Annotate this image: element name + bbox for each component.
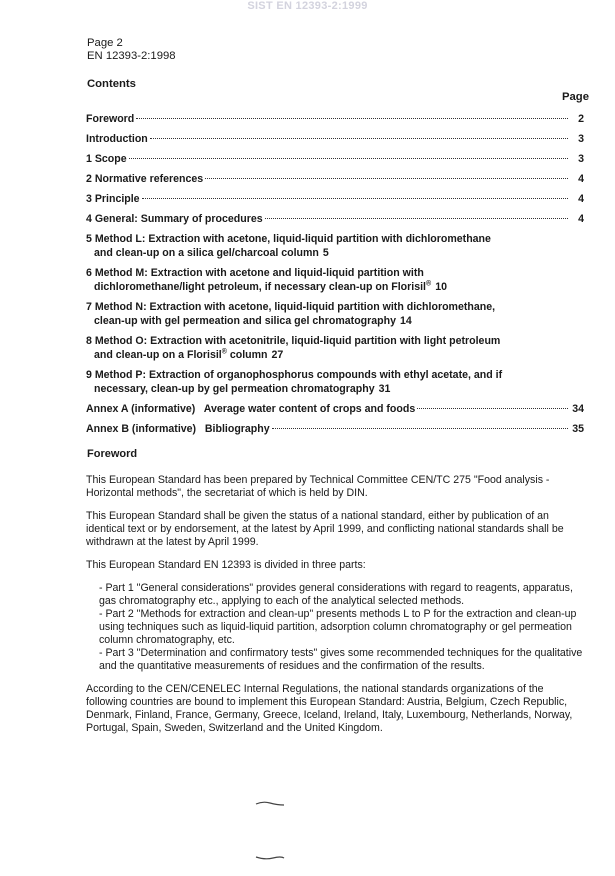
registered-mark: ® [426,280,432,288]
toc-page-number: 14 [399,315,412,327]
toc-page-number: 34 [572,403,584,415]
leader-dots [142,197,568,199]
toc-entry-title: 2 Normative references [86,173,204,185]
toc-page-number: 4 [578,193,584,205]
paragraph: According to the CEN/CENELEC Internal Regulations, the national standards organizations of the following countries are bound to implement this European Standard: Austria, Belgium, Czech Republic, Denmark, Finland, France, Germany, Greece, Iceland, Ireland, Italy, Luxembourg, Netherlands, Norway, Portugal, Spain, Sweden, Switzerland and the United Kingdom. [86,683,573,734]
toc-entry-title: 3 Principle [86,193,140,205]
watermark: SIST EN 12393-2:1999 [247,0,368,12]
toc-entry-title-continued: clean-up with gel permeation and silica gel chromatography [94,315,396,327]
toc-entry-title-continued: necessary, clean-up by gel permeation chromatography [94,383,375,395]
toc-entry-title-continued: dichloromethane/light petroleum, if necessary clean-up on Florisil [94,281,427,293]
leader-dots [417,407,568,409]
toc-entry-title: 6 Method M: Extraction with acetone and liquid-liquid partition with [86,267,424,279]
toc-entry-title: Annex A (informative) Average water content of crops and foods [86,403,416,415]
parts-list [86,582,586,673]
paragraph: This European Standard EN 12393 is divided in three parts: [86,559,366,571]
standard-number: EN 12393-2:1998 [87,50,176,62]
scan-mark [255,801,285,807]
toc-page-number: 27 [271,349,284,361]
toc-entry-title: 9 Method P: Extraction of organophosphorus compounds with ethyl acetate, and if [86,369,503,381]
leader-dots [129,157,568,159]
toc-entry-title: 5 Method L: Extraction with acetone, liquid-liquid partition with dichloromethane [86,233,491,245]
toc-entry-title: Introduction [86,133,148,145]
toc-entry-title: 1 Scope [86,153,127,165]
list-item: - Part 3 "Determination and confirmatory tests" gives some recommended techniques for the qualitative and the quantitative measurements of residues and the confirmation of the results. [99,647,583,672]
foreword-heading: Foreword [87,448,138,460]
foreword-body [86,474,586,745]
toc-entry-method-p[interactable] [86,368,584,396]
toc-entry-title: 7 Method N: Extraction with acetone, liquid-liquid partition with dichloromethane, [86,301,496,313]
list-item: - Part 2 "Methods for extraction and clean-up" presents methods L to P for the extraction and clean-up using techniques such as liquid-liquid partition, adsorption column chromatography or gel permeation column chromatography, etc. [99,608,577,646]
leader-dots [136,117,568,119]
toc-page-number: 2 [578,113,584,125]
leader-dots [272,427,568,429]
leader-dots [205,177,568,179]
leader-dots [265,217,568,219]
toc-entry-method-m[interactable] [86,266,584,294]
toc-entry-title: 8 Method O: Extraction with acetonitrile, liquid-liquid partition with light petroleum [86,335,501,347]
list-item: - Part 1 "General considerations" provides general considerations with regard to reagents, apparatus, gas chromatography etc., applying to each of the analytical selected methods. [99,582,573,607]
toc-page-number: 5 [322,247,329,259]
toc-entry-method-o[interactable] [86,334,584,362]
toc-page-number: 3 [578,153,584,165]
toc-entry-scope[interactable] [86,152,584,166]
toc-entry-title-continued: and clean-up on a silica gel/charcoal column [94,247,319,259]
toc-entry-title-suffix: column [226,349,268,361]
toc-entry-annex-a[interactable] [86,402,584,416]
toc-entry-foreword[interactable] [86,112,584,126]
toc-entry-method-l[interactable] [86,232,584,260]
toc-entry-title: Annex B (informative) Bibliography [86,423,270,435]
page-header [87,37,176,63]
page-number: Page 2 [87,37,123,49]
toc-entry-principle[interactable] [86,192,584,206]
toc-page-number: 31 [378,383,391,395]
toc-entry-annex-b[interactable] [86,422,584,436]
toc-entry-general[interactable] [86,212,584,226]
toc-entry-title: 4 General: Summary of procedures [86,213,263,225]
toc-page-number: 4 [578,173,584,185]
table-of-contents [86,112,584,442]
toc-page-number: 10 [435,281,447,293]
toc-entry-title: Foreword [86,113,135,125]
toc-entry-title-continued: and clean-up on a Florisil [94,349,222,361]
scan-mark [255,855,285,861]
paragraph: This European Standard has been prepared by Technical Committee CEN/TC 275 "Food analysis - Horizontal methods", the secretariat of which is held by DIN. [86,474,550,499]
toc-page-number: 35 [572,423,584,435]
contents-title: Contents [87,78,136,90]
toc-entry-normative-references[interactable] [86,172,584,186]
paragraph: This European Standard shall be given the status of a national standard, either by publication of an identical text or by endorsement, at the latest by April 1999, and conflicting national standards shall be withdrawn at the latest by April 1999. [86,510,564,548]
toc-entry-introduction[interactable] [86,132,584,146]
toc-page-number: 4 [578,213,584,225]
leader-dots [150,137,568,139]
toc-entry-method-n[interactable] [86,300,584,328]
page-column-header: Page [561,91,589,103]
toc-page-number: 3 [578,133,584,145]
registered-mark: ® [221,348,227,356]
